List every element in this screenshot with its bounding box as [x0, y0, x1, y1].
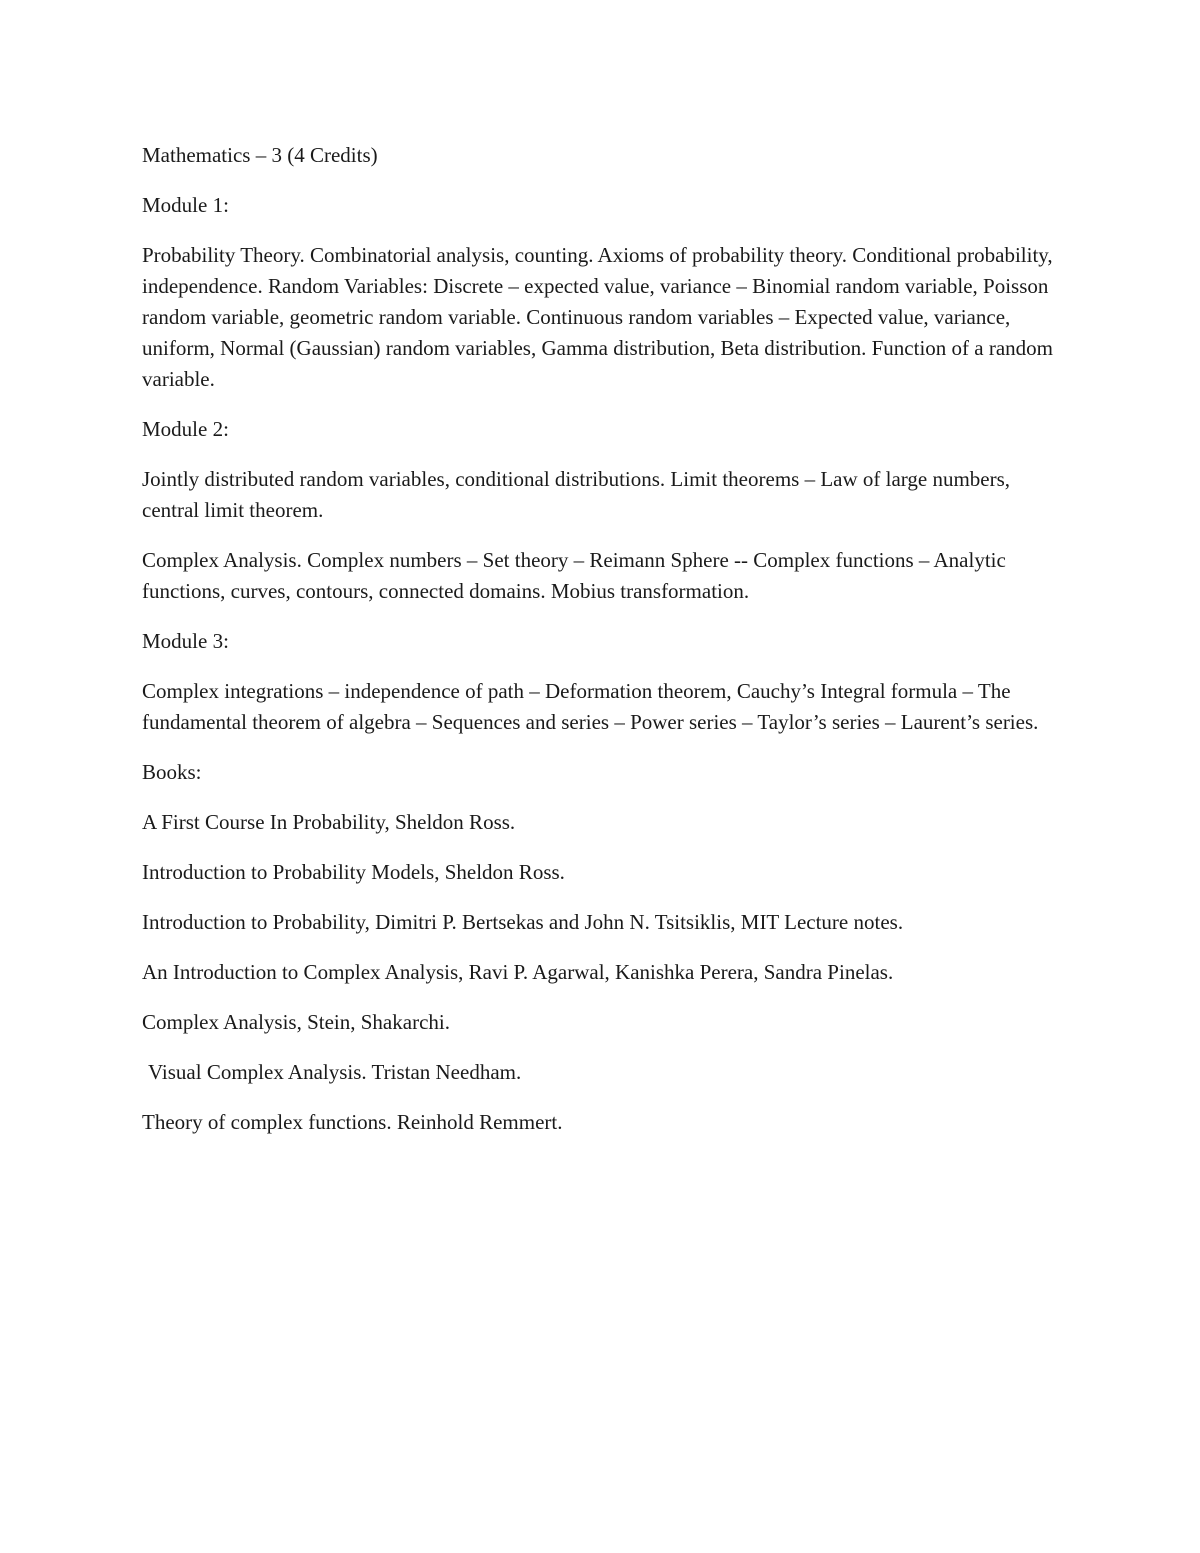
module-3-heading: Module 3:: [142, 629, 229, 653]
course-title: Mathematics – 3 (4 Credits): [142, 143, 378, 167]
book-entry: An Introduction to Complex Analysis, Ravi P. Agarwal, Kanishka Perera, Sandra Pinelas.: [142, 960, 894, 984]
document-body: [142, 140, 1062, 1157]
book-entry: Introduction to Probability Models, Sheldon Ross.: [142, 860, 565, 884]
module-2-paragraph: Complex Analysis. Complex numbers – Set theory – Reimann Sphere -- Complex functions – Analytic functions, curves, contours, connected domains. Mobius transformation.: [142, 548, 1006, 603]
module-1-paragraph: Probability Theory. Combinatorial analysis, counting. Axioms of probability theory. Conditional probability, independence. Random Variables: Discrete – expected value, variance – Binomial random variable, Poisson random variable, geometric random variable. Continuous random variables – Expected value, variance, uniform, Normal (Gaussian) random variables, Gamma distribution, Beta distribution. Function of a random variable.: [142, 243, 1053, 391]
books-heading: Books:: [142, 760, 202, 784]
module-2-heading: Module 2:: [142, 417, 229, 441]
book-entry: Theory of complex functions. Reinhold Remmert.: [142, 1110, 563, 1134]
book-entry: A First Course In Probability, Sheldon Ross.: [142, 810, 516, 834]
book-entry: Introduction to Probability, Dimitri P. Bertsekas and John N. Tsitsiklis, MIT Lecture notes.: [142, 910, 904, 934]
module-1-heading: Module 1:: [142, 193, 229, 217]
module-2-paragraph: Jointly distributed random variables, conditional distributions. Limit theorems – Law of large numbers, central limit theorem.: [142, 467, 1011, 522]
book-entry: Complex Analysis, Stein, Shakarchi.: [142, 1010, 450, 1034]
book-entry: Visual Complex Analysis. Tristan Needham.: [148, 1060, 522, 1084]
module-3-paragraph: Complex integrations – independence of path – Deformation theorem, Cauchy’s Integral formula – The fundamental theorem of algebra – Sequences and series – Power series – Taylor’s series – Laurent’s series.: [142, 679, 1039, 734]
